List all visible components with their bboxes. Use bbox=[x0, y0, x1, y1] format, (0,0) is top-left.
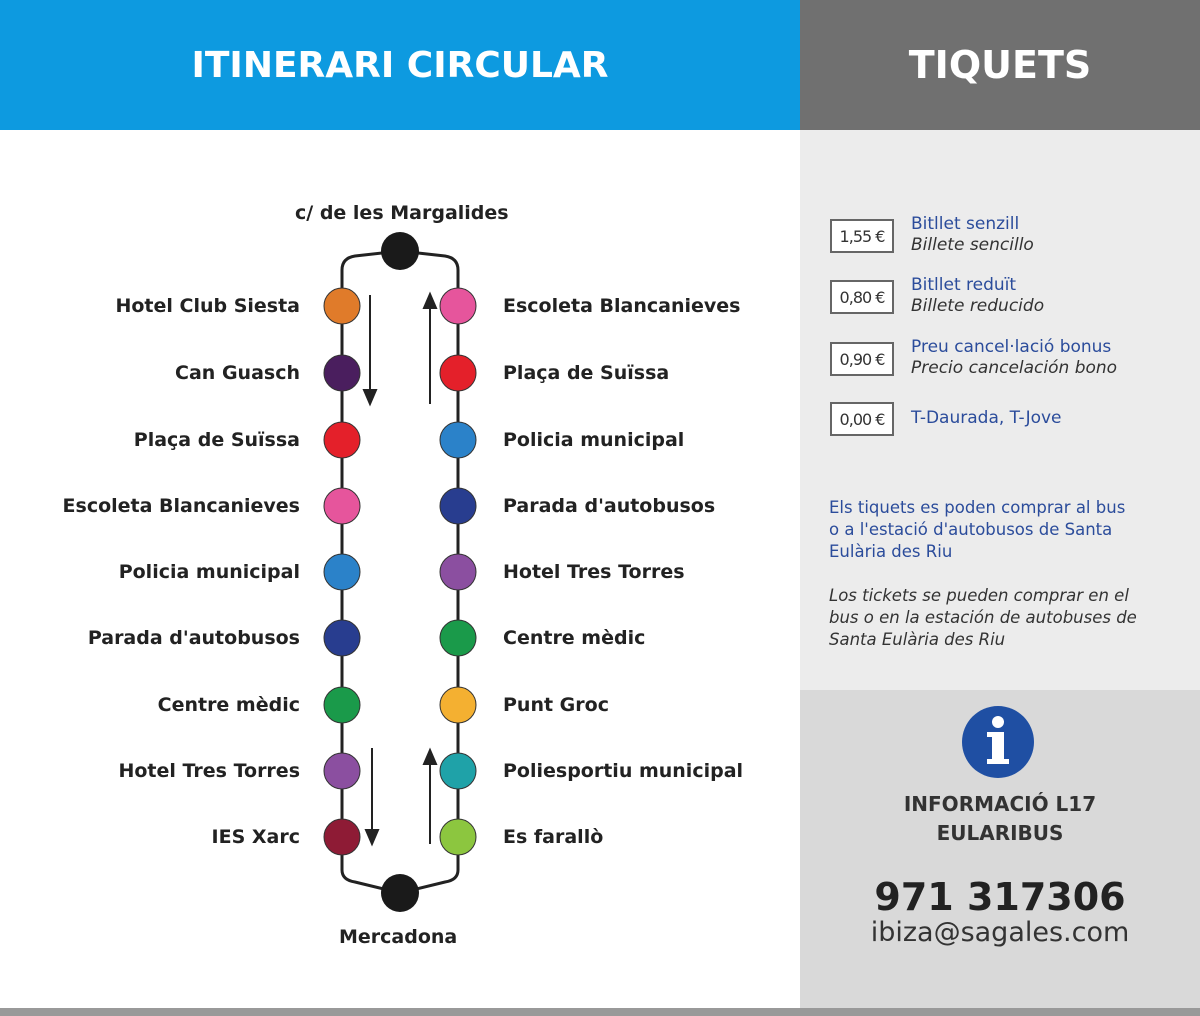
bottom-stop-label: Mercadona bbox=[339, 926, 458, 948]
stop-label: Plaça de Suïssa bbox=[503, 362, 670, 384]
stop-label: Escoleta Blancanieves bbox=[62, 495, 300, 517]
stop-label: Parada d'autobusos bbox=[87, 627, 300, 649]
email-link[interactable]: ibiza@sagales.com bbox=[870, 917, 1130, 948]
stop-marker bbox=[440, 753, 476, 789]
stop-marker bbox=[440, 687, 476, 723]
stop-label: Policia municipal bbox=[503, 429, 685, 451]
direction-arrow-up bbox=[424, 750, 436, 844]
info-title-line2: EULARIBUS bbox=[936, 821, 1064, 845]
ticket-price: 0,00 € bbox=[830, 402, 894, 436]
info-title-line1: INFORMACIÓ L17 bbox=[903, 792, 1097, 816]
ticket-name-ca: Preu cancel·lació bonus bbox=[911, 337, 1112, 357]
stop-label: Hotel Club Siesta bbox=[115, 295, 300, 317]
stop-label: Poliesportiu municipal bbox=[503, 760, 744, 782]
stop-label: Escoleta Blancanieves bbox=[503, 295, 741, 317]
route-header: ITINERARI CIRCULAR bbox=[0, 0, 800, 130]
stop-marker bbox=[440, 422, 476, 458]
stop-marker bbox=[324, 422, 360, 458]
stop-label: IES Xarc bbox=[211, 826, 300, 848]
info-panel bbox=[800, 690, 1200, 1008]
stop-marker bbox=[440, 620, 476, 656]
purchase-info-ca: Els tiquets es poden comprar al bus o a l'estació d'autobusos de Santa Eulària des Riu bbox=[829, 498, 1126, 561]
stop-label: Plaça de Suïssa bbox=[133, 429, 300, 451]
stop-marker bbox=[440, 819, 476, 855]
stop-label: Hotel Tres Torres bbox=[503, 561, 685, 583]
direction-arrow-down bbox=[364, 295, 376, 404]
ticket-name-es: Precio cancelación bono bbox=[911, 358, 1118, 378]
stop-marker bbox=[440, 288, 476, 324]
bottom-bar bbox=[0, 1008, 1200, 1016]
ticket-row bbox=[911, 337, 1117, 379]
ticket-price: 0,80 € bbox=[830, 280, 894, 314]
stop-marker bbox=[324, 620, 360, 656]
stop-label: Centre mèdic bbox=[503, 627, 646, 649]
stop-label: Policia municipal bbox=[118, 561, 300, 583]
top-stop-label: c/ de les Margalides bbox=[295, 202, 509, 224]
ticket-row bbox=[911, 275, 1044, 317]
stop-marker bbox=[324, 753, 360, 789]
stop-marker bbox=[324, 819, 360, 855]
direction-arrow-down bbox=[366, 748, 378, 844]
stop-marker bbox=[440, 554, 476, 590]
stop-bottom bbox=[381, 874, 419, 912]
purchase-info-es: Los tickets se pueden comprar en el bus o en la estación de autobuses de Santa Eulària des Riu bbox=[829, 586, 1137, 649]
stop-marker bbox=[324, 355, 360, 391]
stop-label: Parada d'autobusos bbox=[503, 495, 716, 517]
ticket-name-ca: T-Daurada, T-Jove bbox=[911, 408, 1062, 428]
stop-marker bbox=[324, 554, 360, 590]
ticket-price: 1,55 € bbox=[830, 219, 894, 253]
phone-number[interactable]: 971 317306 bbox=[874, 875, 1126, 919]
tickets-header: TIQUETS bbox=[800, 0, 1200, 130]
ticket-row bbox=[911, 408, 1062, 429]
ticket-name-ca: Bitllet senzill bbox=[911, 214, 1020, 234]
stop-marker bbox=[324, 288, 360, 324]
stop-marker bbox=[324, 488, 360, 524]
ticket-name-es: Billete reducido bbox=[911, 296, 1045, 316]
ticket-price: 0,90 € bbox=[830, 342, 894, 376]
direction-arrow-up bbox=[424, 294, 436, 404]
stop-label: Punt Groc bbox=[503, 694, 609, 716]
stop-marker bbox=[440, 488, 476, 524]
ticket-name-es: Billete sencillo bbox=[911, 235, 1034, 255]
stop-label: Es farallò bbox=[503, 826, 604, 848]
stop-label: Hotel Tres Torres bbox=[118, 760, 300, 782]
ticket-name-ca: Bitllet reduït bbox=[911, 275, 1017, 295]
stop-marker bbox=[324, 687, 360, 723]
stop-label: Can Guasch bbox=[175, 362, 300, 384]
stop-label: Centre mèdic bbox=[157, 694, 300, 716]
ticket-row bbox=[911, 214, 1034, 256]
stop-marker bbox=[440, 355, 476, 391]
stop-top bbox=[381, 232, 419, 270]
